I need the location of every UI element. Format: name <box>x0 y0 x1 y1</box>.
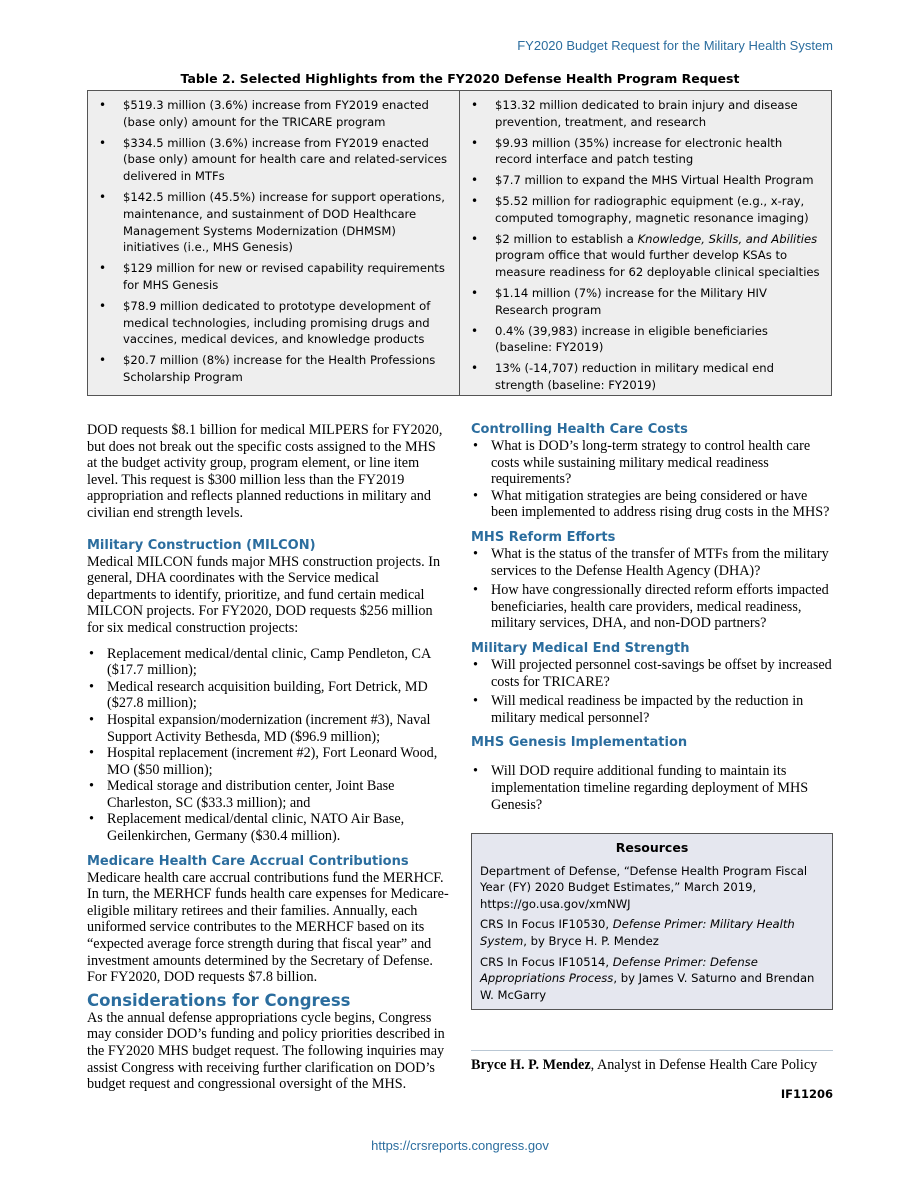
author-title: , Analyst in Defense Health Care Policy <box>590 1057 818 1074</box>
medicare-heading: Medicare Health Care Accrual Contributions <box>87 853 409 869</box>
highlight-item: • $334.5 million (3.6%) increase from FY2019 enacted (base only) amount for health care and related-services delivered in MTFs <box>96 135 449 185</box>
highlight-text: $2 million to establish a <box>495 231 638 246</box>
author-line <box>471 1057 833 1074</box>
list-item: • Hospital replacement (increment #2), Fort Leonard Wood, MO ($50 million); <box>87 745 449 778</box>
highlight-item: • $142.5 million (45.5%) increase for support operations, maintenance, and sustainment of DOD Healthcare Management Systems Modernization (DHMSM) initiatives (i.e., MHS Genesis) <box>96 189 449 256</box>
milcon-project-list <box>87 646 449 845</box>
endstrength-heading: Military Medical End Strength <box>471 640 690 656</box>
highlights-right-column <box>460 91 831 395</box>
considerations-heading: Considerations for Congress <box>87 990 351 1010</box>
highlight-item: • 0.4% (39,983) increase in eligible beneficiaries (baseline: FY2019) <box>468 323 821 357</box>
reform-heading: MHS Reform Efforts <box>471 529 616 545</box>
highlight-item: • 13% (-14,707) reduction in military medical end strength (baseline: FY2019) <box>468 360 821 394</box>
endstrength-question-list <box>471 657 833 726</box>
right-column <box>471 422 833 1103</box>
highlight-item: • $7.7 million to expand the MHS Virtual Health Program <box>468 172 821 189</box>
highlight-item: • $1.14 million (7%) increase for the Military HIV Research program <box>468 285 821 319</box>
list-item: • Replacement medical/dental clinic, NATO Air Base, Geilenkirchen, Germany ($30.4 million). <box>87 811 449 844</box>
reference-text: CRS In Focus IF10514, <box>480 954 613 969</box>
list-item: • Medical research acquisition building, Fort Detrick, MD ($27.8 million); <box>87 679 449 712</box>
highlight-item: • $20.7 million (8%) increase for the Health Professions Scholarship Program <box>96 352 449 386</box>
genesis-heading: MHS Genesis Implementation <box>471 735 688 751</box>
reform-question-list <box>471 546 833 632</box>
milcon-paragraph: Medical MILCON funds major MHS construction projects. In general, DHA coordinates with the Service medical departments to identify, prioritize, and fund certain medical MILCON projects. For FY2020, DOD requests $256 million for six medical construction projects: <box>87 553 441 636</box>
list-item: • What is the status of the transfer of MTFs from the military services to the Defense Health Agency (DHA)? <box>471 546 833 579</box>
author-divider <box>471 1050 833 1051</box>
highlight-item: • $78.9 million dedicated to prototype development of medical technologies, including promising drugs and vaccines, medical devices, and knowledge products <box>96 298 449 348</box>
milcon-heading: Military Construction (MILCON) <box>87 537 316 553</box>
resources-box <box>471 833 833 1010</box>
resource-reference: Department of Defense, “Defense Health Program Fiscal Year (FY) 2020 Budget Estimates,” March 2019, https://go.usa.gov/xmNWJ <box>480 863 808 911</box>
footer-link[interactable]: https://crsreports.congress.gov <box>371 1138 549 1153</box>
reference-text: , by Bryce H. P. Mendez <box>523 934 659 949</box>
list-item: • Will DOD require additional funding to maintain its implementation timeline regarding deployment of MHS Genesis? <box>471 763 833 813</box>
list-item: • What mitigation strategies are being considered or have been implemented to address rising drug costs in the MHS? <box>471 488 833 521</box>
highlights-left-column <box>88 91 460 395</box>
reference-text: CRS In Focus IF10530, <box>480 917 613 932</box>
highlight-item: • $129 million for new or revised capability requirements for MHS Genesis <box>96 260 449 294</box>
resource-reference <box>480 954 824 1004</box>
list-item: • Hospital expansion/modernization (increment #3), Naval Support Activity Bethesda, MD ($96.9 million); <box>87 712 449 745</box>
highlights-table <box>87 90 832 396</box>
highlight-italic-text: Knowledge, Skills, and Abilities <box>637 231 818 246</box>
list-item: • Will projected personnel cost-savings be offset by increased costs for TRICARE? <box>471 657 833 690</box>
reference-italic-title: Defense Primer: Defense Appropriations Process <box>480 954 758 986</box>
milpers-paragraph: DOD requests $8.1 billion for medical MILPERS for FY2020, but does not break out the specific costs assigned to the MHS at the budget activity group, program element, or line item level. This request is $300 million less than the FY2019 appropriation and reflects planned reductions in military and civilian end strength levels. <box>87 422 443 521</box>
costs-heading: Controlling Health Care Costs <box>471 422 688 437</box>
report-id: IF11206 <box>780 1087 833 1102</box>
highlight-item: • $9.93 million (35%) increase for electronic health record interface and patch testing <box>468 135 821 169</box>
resource-reference <box>480 916 824 949</box>
highlight-item <box>468 231 821 281</box>
highlight-item: • $13.32 million dedicated to brain injury and disease prevention, treatment, and research <box>468 97 821 131</box>
list-item: • Medical storage and distribution center, Joint Base Charleston, SC ($33.3 million); and <box>87 778 449 811</box>
list-item: • Will medical readiness be impacted by the reduction in military medical personnel? <box>471 693 833 726</box>
running-header: FY2020 Budget Request for the Military Health System <box>517 38 833 53</box>
table-caption: Table 2. Selected Highlights from the FY2020 Defense Health Program Request <box>180 71 740 86</box>
list-item: • How have congressionally directed reform efforts impacted beneficiaries, health care providers, medical readiness, military services, DHA, and non-DOD partners? <box>471 582 833 632</box>
list-item: • Replacement medical/dental clinic, Camp Pendleton, CA ($17.7 million); <box>87 646 449 679</box>
considerations-paragraph: As the annual defense appropriations cycle begins, Congress may consider DOD’s funding and policy priorities described in the FY2020 MHS budget request. The following inquiries may assist Congress with receiving further clarification on DOD’s budget request and congressional oversight of the MHS. <box>87 1009 445 1093</box>
medicare-paragraph: Medicare health care accrual contributions fund the MERHCF. In turn, the MERHCF funds health care expenses for Medicare-eligible military retirees and their families. Annually, each uniformed service contributes to the MERHCF based on its “expected average force strength during that fiscal year” and investment amounts determined by the Secretary of Defense. For FY2020, DOD requests $7.8 billion. <box>87 869 449 986</box>
reference-italic-title: Defense Primer: Military Health System <box>480 917 795 949</box>
genesis-question-list <box>471 763 833 813</box>
highlight-text: program office that would further develop KSAs to measure readiness for 62 deployable clinical specialties <box>495 248 820 280</box>
costs-question-list <box>471 438 833 521</box>
highlight-item: • $5.52 million for radiographic equipment (e.g., x-ray, computed tomography, magnetic resonance imaging) <box>468 193 821 227</box>
highlight-item: • $519.3 million (3.6%) increase from FY2019 enacted (base only) amount for the TRICARE program <box>96 97 449 131</box>
list-item: • What is DOD’s long-term strategy to control health care costs while sustaining military medical readiness requirements? <box>471 438 833 488</box>
author-name: Bryce H. P. Mendez <box>471 1057 591 1074</box>
reference-text: , by James V. Saturno and Brendan W. McGarry <box>480 971 815 1002</box>
left-column <box>87 422 449 1093</box>
resources-title: Resources <box>615 840 689 856</box>
